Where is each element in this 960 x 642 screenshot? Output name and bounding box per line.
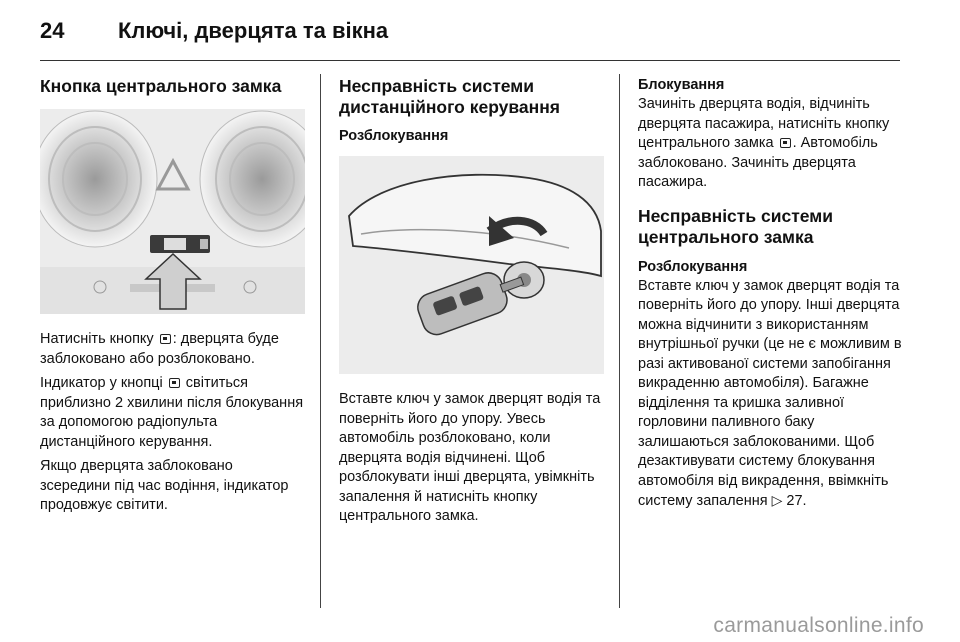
subheading-locking: Блокування <box>638 77 725 93</box>
paragraph-text: . Автомобіль заблоковано. Зачиніть дверцята пасажира. <box>638 135 878 190</box>
paragraph-text: світиться приблизно 2 хвилини після блокування за допомогою радіопульта дистанційного керування. <box>40 375 304 450</box>
page-number: 24 <box>40 18 65 43</box>
subheading-unlocking: Розблокування <box>638 258 748 275</box>
paragraph-text: Індикатор у кнопці <box>40 375 167 391</box>
page-header <box>40 18 388 48</box>
header-rule <box>40 60 900 61</box>
paragraph-insert-key: Вставте ключ у замок дверцят водія та поверніть його до упору. Увесь автомобіль розблоковано, коли дверцята водія відчинені. Щоб розблокувати інші дверцята, увімкніть запалення й натисніть кнопку центрального замка. <box>339 391 601 524</box>
paragraph-text: Вставте ключ у замок дверцят водія та поверніть його до упору. Інші дверцята можна відчинити з використанням внутрішньої ручки (це не є можливим в разі активованої системи запобігання викраденню автомобіля). Багажне відділення та кришка заливної горловини паливного баку залишаються заблокованими. Щоб дезактивувати систему блокування автомобіля від викрадення, ввімкніть систему запалення <box>638 277 902 509</box>
lock-button-icon <box>169 378 180 388</box>
key-in-door-lock-illustration <box>339 156 604 374</box>
column-3 <box>638 76 906 517</box>
section-heading-remote-fault: Несправність системи дистанційного керування <box>339 76 561 117</box>
paragraph-text: Натисніть кнопку <box>40 331 158 347</box>
page-title: Ключі, дверцята та вікна <box>118 18 389 43</box>
lock-button-icon <box>160 334 171 344</box>
subheading-unlocking: Розблокування <box>339 128 449 144</box>
column-1 <box>40 76 305 521</box>
paragraph-press-button <box>40 330 305 369</box>
column-divider-1 <box>320 74 321 608</box>
paragraph-text: Зачиніть дверцята водія, відчиніть дверцята пасажира, натисніть кнопку центрального замка <box>638 96 890 151</box>
paragraph-indicator <box>40 374 305 452</box>
column-2 <box>339 76 604 532</box>
paragraph-central-lock-fault <box>638 277 906 512</box>
paragraph-locking <box>638 95 906 193</box>
central-lock-button-photo <box>40 109 305 314</box>
paragraph-text: : дверцята буде заблоковано або розблоковано. <box>40 331 279 367</box>
page-reference[interactable]: 27. <box>786 493 807 509</box>
lock-button-icon <box>780 138 791 148</box>
section-heading-central-lock: Кнопка центрального замка <box>40 76 282 96</box>
column-divider-2 <box>619 74 620 608</box>
page-reference-arrow-icon: ▷ <box>771 492 783 508</box>
watermark: carmanualsonline.info <box>713 614 924 637</box>
paragraph-locked-while-driving: Якщо дверцята заблоковано зсередини під час водіння, індикатор продовжує світити. <box>40 458 289 513</box>
section-heading-central-lock-fault: Несправність системи центрального замка <box>638 205 833 247</box>
